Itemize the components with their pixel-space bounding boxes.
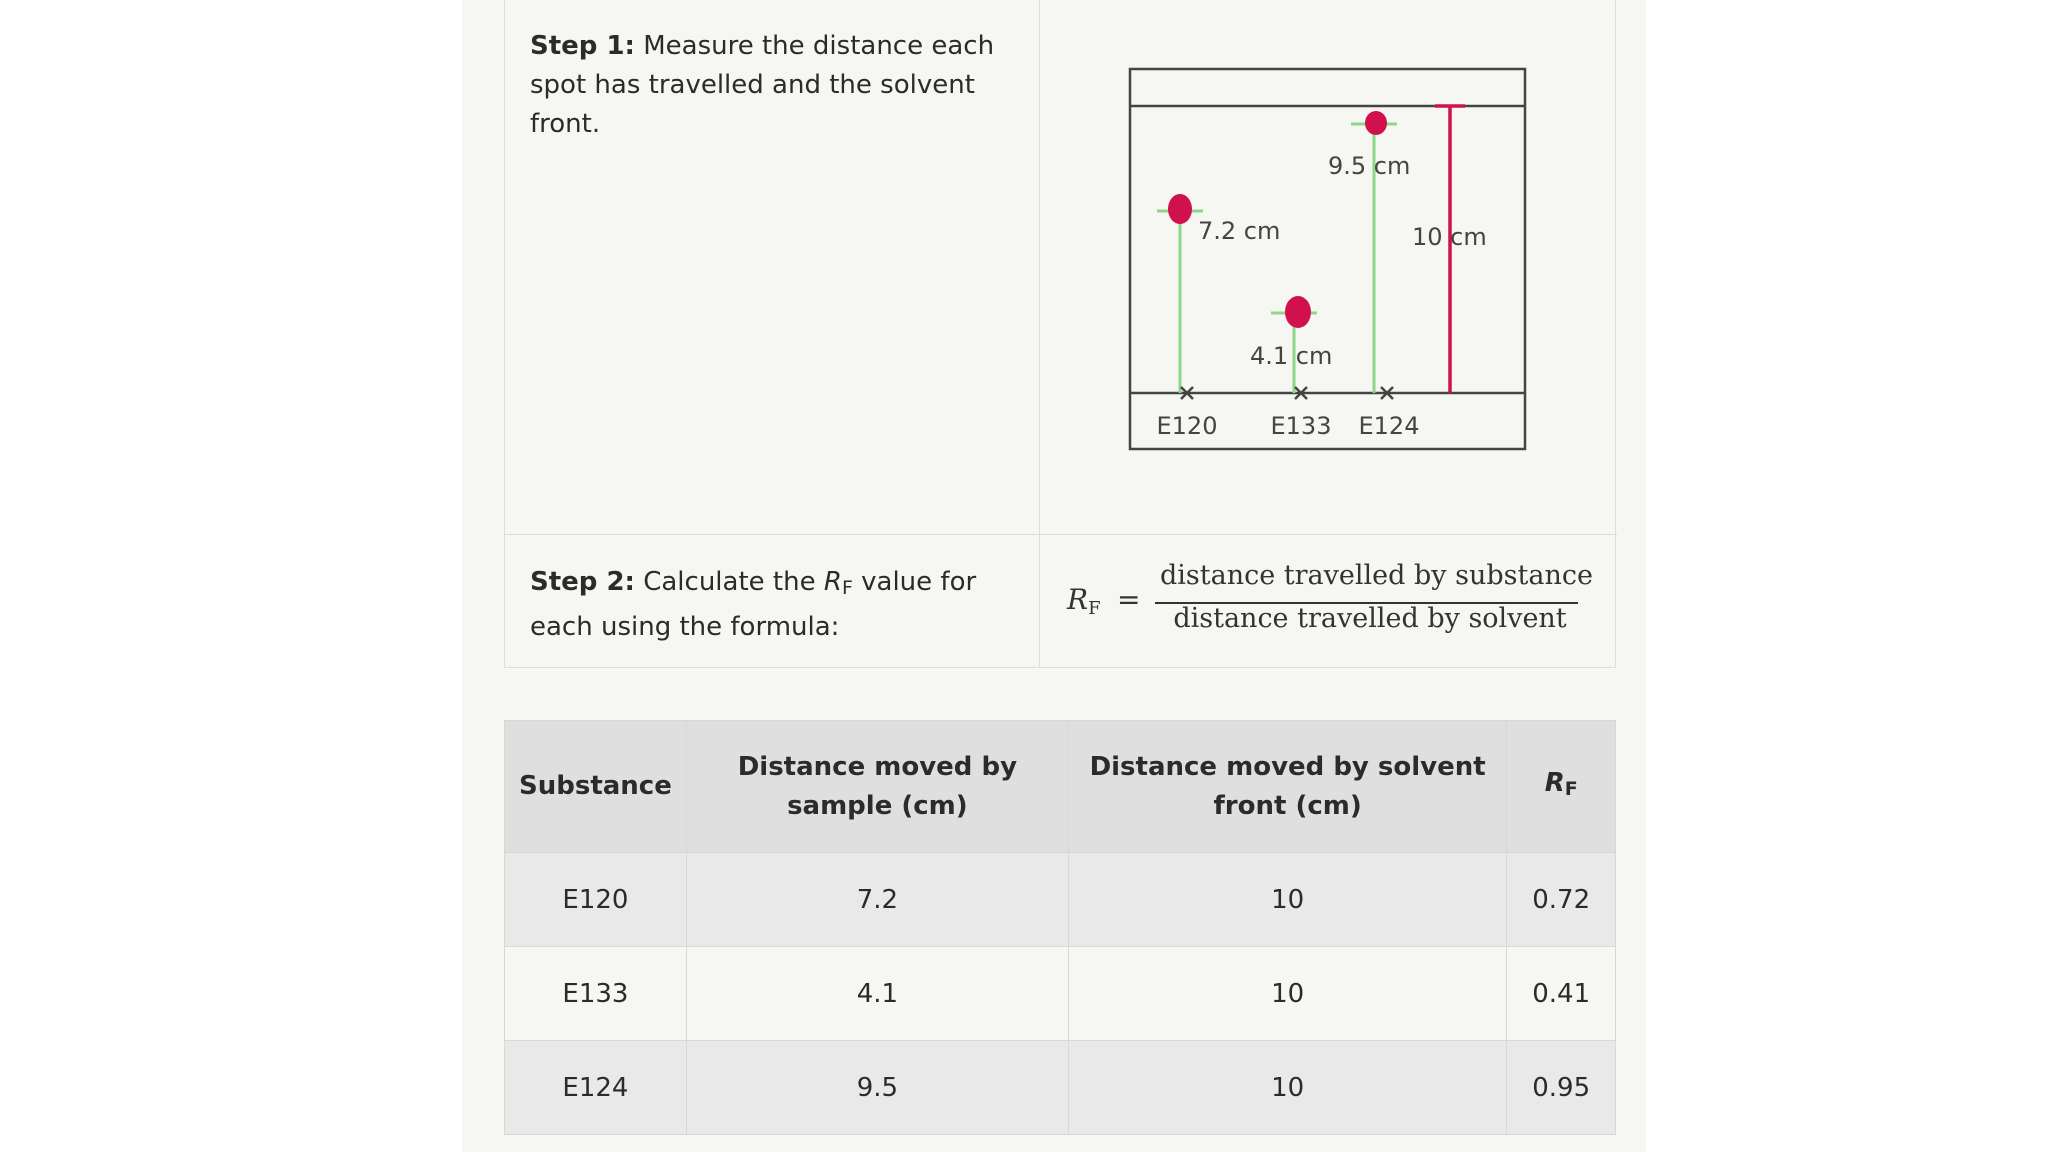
step1-instruction: Measure the distance each spot has travelled and the solvent front.	[530, 31, 995, 139]
steps-grid	[504, 0, 1616, 668]
rf-value-cell: 0.72	[1507, 853, 1616, 947]
sample-distance-cell: 4.1	[686, 947, 1068, 1041]
rf-value-cell: 0.95	[1507, 1041, 1616, 1135]
substance-cell: E120	[505, 853, 687, 947]
solvent-distance-cell: 10	[1068, 1041, 1507, 1135]
sample-distance-cell: 9.5	[686, 1041, 1068, 1135]
sample-distance-cell: 7.2	[686, 853, 1068, 947]
solvent-distance-cell: 10	[1068, 853, 1507, 947]
solvent-distance-cell: 10	[1068, 947, 1507, 1041]
formula-equals: =	[1117, 583, 1141, 616]
header-rf: $R_F$	[1507, 721, 1616, 853]
header-sample-distance: Distance moved by sample (cm)	[686, 721, 1068, 853]
table-row	[505, 853, 1616, 947]
substance-cell: E133	[505, 947, 687, 1041]
step2-label: Step 2:	[530, 567, 635, 597]
rf-formula	[505, 0, 1617, 668]
e133-spot-label: E133	[1270, 412, 1332, 440]
e124-spot-label: E124	[1358, 412, 1420, 440]
header-solvent-distance: Distance moved by solvent front (cm)	[1068, 721, 1507, 853]
step2-text-before: Calculate the	[643, 567, 816, 597]
formula-denominator: distance travelled by solvent	[1173, 603, 1567, 634]
e133-distance-label: 4.1 cm	[1250, 342, 1333, 370]
header-substance: Substance	[505, 721, 687, 853]
solvent-distance-label: 10 cm	[1412, 223, 1487, 251]
table-row	[505, 947, 1616, 1041]
step1-label: Step 1:	[530, 31, 635, 61]
formula-numerator: distance travelled by substance	[1160, 560, 1593, 591]
e120-spot-label: E120	[1156, 412, 1218, 440]
table-row	[505, 1041, 1616, 1135]
e124-distance-label: 9.5 cm	[1328, 152, 1411, 180]
rf-symbol: $R_F$	[823, 567, 853, 599]
step2-text-after: value for each using the formula:	[530, 567, 977, 642]
rf-value-cell: 0.41	[1507, 947, 1616, 1041]
table-header-row	[505, 721, 1616, 853]
rf-results-table	[504, 720, 1616, 1135]
formula-lhs: $R_F$	[1067, 583, 1101, 619]
e120-distance-label: 7.2 cm	[1198, 217, 1281, 245]
substance-cell: E124	[505, 1041, 687, 1135]
